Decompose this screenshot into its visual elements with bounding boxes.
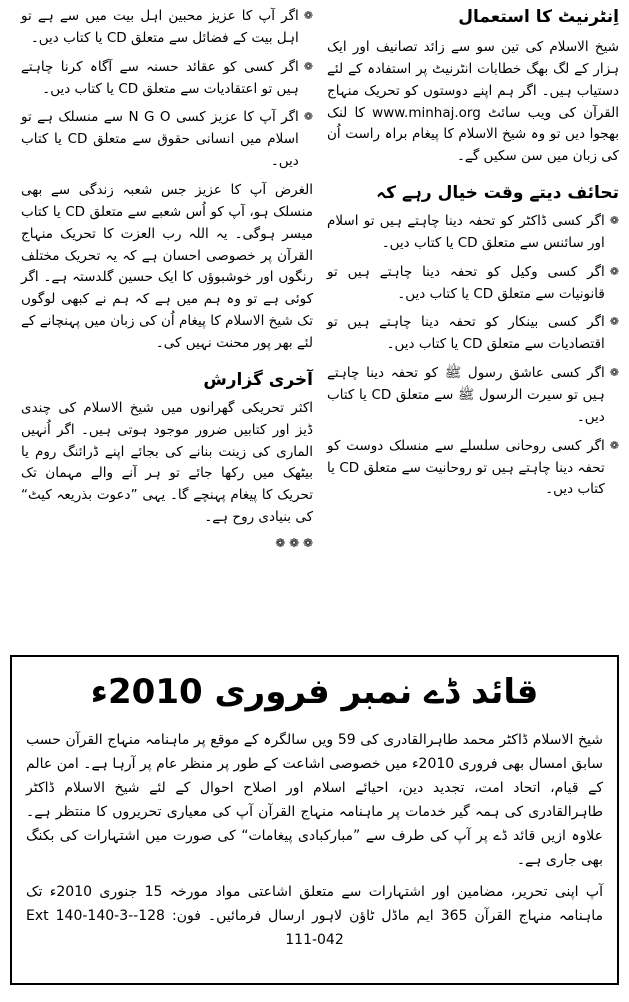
flower-bullet-icon: ❁ [609, 264, 619, 278]
list-item-text: اگر کسی کو عقائد حسنہ سے آگاہ کرنا چاہتے ہیں تو اعتقادیات سے متعلق CD یا کتاب دیں۔ [21, 58, 299, 97]
left-column-subtitle: آخری گزارش [203, 369, 313, 390]
list-item [21, 57, 313, 101]
list-item-text: اگر آپ کا عزیز محبین اہل بیت میں سے ہے تو اہل بیت کے فضائل سے متعلق CD یا کتاب دیں۔ [21, 8, 299, 46]
list-item [327, 436, 619, 502]
right-column-paragraph: شیخ الاسلام کی تین سو سے زائد تصانیف اور ایک ہزار کے لگ بھگ خطابات انٹرنیٹ پر استفادہ کے لئے دستیاب ہیں۔ اگر ہم اپنے دوستوں کو تحریک منہاج القرآن کی ویب سائٹ www.minhaj.org کا لنک بھجوا دیں تو وہ شیخ الاسلام کا پیغام براہ راست اُن کی زبان میں سن سکیں گے۔ [327, 38, 619, 165]
list-item [327, 211, 619, 255]
list-item-text: اگر آپ کا عزیز کسی N G O سے منسلک ہے تو اسلام میں انسانی حقوق سے متعلق CD یا کتاب دیں۔ [21, 109, 299, 170]
right-column [327, 6, 619, 646]
right-column-title: اِنٹرنیٹ کا استعمال [458, 7, 619, 27]
closing-paragraph: اکثر تحریکی گھرانوں میں شیخ الاسلام کی چندی ڈیز اور کتابیں ضرور موجود ہوتی ہیں۔ اگر اُنہیں الماری کی زینت بنانے کی بجائے اپنے ڈرائنگ روم یا بیٹھک میں رکھا جائے تو ہر آنے والے مہمان تک تحریک کا پیغام پہنچے گا۔ یہی ”دعوت بذریعہ کیٹ“ کی بنیادی روح ہے۔ [21, 399, 313, 526]
announcement-paragraph-1: شیخ الاسلام ڈاکٹر محمد طاہرالقادری کی 59 ویں سالگرہ کے موقع پر ماہنامہ منہاج القرآن حسب سابق امسال بھی فروری 2010ء میں خصوصی اشاعت کے طور پر منظر عام پر آرہا ہے۔ امن عالم کے قیام، اتحاد امت، تجدید دین، احیائے اسلام اور اصلاح احوال کے لئے شیخ الاسلام ڈاکٹر طاہرالقادری کی ہمہ گیر خدمات پر ماہنامہ منہاج القرآن آپ کی معیاری تحریروں کا منتظر ہے۔ علاوہ ازیں قائد ڈے پر آپ کی طرف سے ”مبارکبادی پیغامات“ کی صورت میں اشتہارات کی بکنگ بھی جاری ہے۔ [26, 731, 603, 868]
flower-bullet-icon: ❁ [303, 110, 313, 124]
announcement-title: قائد ڈے نمبر فروری 2010ء [90, 672, 539, 712]
list-item-text: اگر کسی بینکار کو تحفہ دینا چاہتے ہیں تو اقتصادیات سے متعلق CD یا کتاب دیں۔ [327, 314, 605, 353]
flower-bullet-icon: ❁ [609, 366, 619, 380]
list-item [327, 363, 619, 429]
list-item [21, 6, 313, 50]
flower-bullet-icon: ❁ [609, 214, 619, 228]
list-item-text: اگر کسی وکیل کو تحفہ دینا چاہتے ہیں تو قانونیات سے متعلق CD یا کتاب دیں۔ [327, 263, 605, 302]
left-column [21, 6, 313, 646]
announcement-paragraph-2: آپ اپنی تحریر، مضامین اور اشتہارات سے متعلق اشاعتی مواد مورخہ 15 جنوری 2010ء تک ماہنامہ منہاج القرآن 365 ایم ماڈل ٹاؤن لاہور ارسال فرمائیں۔ فون: 128-Ext 140-140-3-111-042 [26, 883, 604, 949]
flower-bullet-icon: ❁ [609, 438, 619, 452]
list-item-text: اگر کسی عاشق رسول ﷺ کو تحفہ دینا چاہتے ہیں تو سیرت الرسول ﷺ سے متعلق CD یا کتاب دیں۔ [327, 365, 605, 425]
list-item [327, 312, 619, 356]
list-item [327, 262, 619, 306]
list-item-text: اگر کسی روحانی سلسلے سے منسلک دوست کو تحفہ دینا چاہتے ہیں تو روحانیت سے متعلق CD یا کتاب دیں۔ [327, 437, 605, 498]
list-item [21, 107, 313, 173]
announcement-box [10, 655, 619, 985]
flower-bullet-icon: ❁ [609, 315, 619, 329]
left-column-paragraph: الغرض آپ کا عزیز جس شعبہ زندگی سے بھی منسلک ہو، آپ کو اُس شعبے سے متعلق CD یا کتاب میسر ہوگی۔ یہ اللہ رب العزت کا تحریک منہاج القرآن پر خصوصی احسان ہے کہ یہ تحریک مختلف رنگوں اور خوشبوؤں کا ایک حسین گلدستہ ہے۔ اگر کوئی ہے تو وہ ہم میں ہے کہ ہم نے کبھی لوگوں تک شیخ الاسلام کا پیغام اُن کی زبان میں پہنچانے کے لئے بھر پور محنت نہیں کی۔ [21, 182, 314, 352]
flower-bullet-icon: ❁ [303, 9, 313, 22]
list-item-text: اگر کسی ڈاکٹر کو تحفہ دینا چاہتے ہیں تو اسلام اور سائنس سے متعلق CD یا کتاب دیں۔ [327, 213, 605, 251]
two-column-area [10, 6, 619, 646]
flower-bullet-icon: ❁ [303, 59, 313, 73]
flower-divider-icon: ❁ ❁ ❁ [275, 535, 313, 550]
right-column-subtitle: تحائف دیتے وقت خیال رہے کہ [376, 183, 619, 204]
